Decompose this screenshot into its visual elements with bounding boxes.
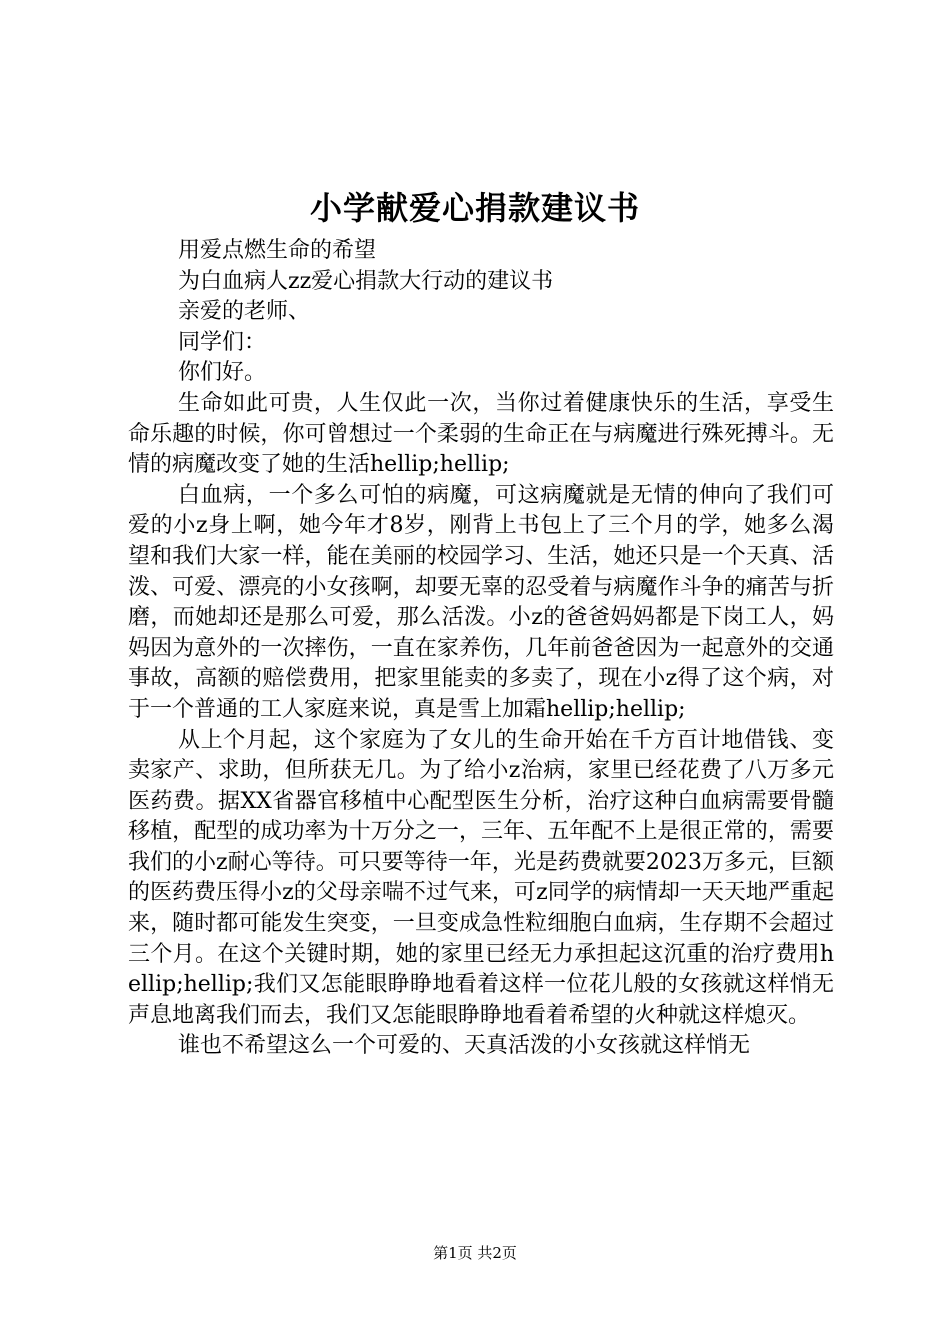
- body-paragraph: 从上个月起，这个家庭为了女儿的生命开始在千方百计地借钱、变卖家产、求助，但所获无几。为了给小z治病，家里已经花费了八万多元医药费。据XX省器官移植中心配型医生分析，治疗这种白血病需要骨髓移植，配型的成功率为十万分之一，三年、五年配不上是很正常的，需要我们的小z耐心等待。可只要等待一年，光是药费就要2023万多元，巨额的医药费压得小z的父母亲喘不过气来，可z同学的病情却一天天地严重起来，随时都可能发生突变，一旦变成急性粒细胞白血病，生存期不会超过三个月。在这个关键时期，她的家里已经无力承担起这沉重的治疗费用hellip;hellip;我们又怎能眼睁睁地看着这样一位花儿般的女孩就这样悄无声息地离我们而去，我们又怎能眼睁睁地看着希望的火种就这样熄灭。: [128, 727, 834, 1028]
- body-paragraph: 白血病，一个多么可怕的病魔，可这病魔就是无情的伸向了我们可爱的小z身上啊，她今年才8岁，刚背上书包上了三个月的学，她多么渴望和我们大家一样，能在美丽的校园学习、生活，她还只是一个天真、活泼、可爱、漂亮的小女孩啊，却要无辜的忍受着与病魔作斗争的痛苦与折磨，而她却还是那么可爱，那么活泼。小z的爸爸妈妈都是下岗工人，妈妈因为意外的一次摔伤，一直在家养伤，几年前爸爸因为一起意外的交通事故，高额的赔偿费用，把家里能卖的多卖了，现在小z得了这个病，对于一个普通的工人家庭来说，真是雪上加霜hellip;hellip;: [128, 482, 834, 722]
- body-paragraph: 生命如此可贵，人生仅此一次，当你过着健康快乐的生活，享受生命乐趣的时候，你可曾想过一个柔弱的生命正在与病魔进行殊死搏斗。无情的病魔改变了她的生活hellip;hellip;: [128, 390, 834, 478]
- subtitle-line: 用爱点燃生命的希望: [178, 238, 377, 263]
- body-paragraph: 谁也不希望这么一个可爱的、天真活泼的小女孩就这样悄无: [178, 1033, 751, 1059]
- salutation-line: 亲爱的老师、: [178, 299, 311, 325]
- document-body: [128, 236, 834, 1062]
- page-footer: 第1页 共2页: [433, 1244, 517, 1262]
- subtitle-line: 为白血病人zz爱心捐款大行动的建议书: [178, 268, 554, 294]
- salutation-line: 同学们：: [178, 329, 267, 355]
- greeting-line: 你们好。: [178, 360, 267, 386]
- document-title: 小学献爱心捐款建议书: [309, 189, 640, 227]
